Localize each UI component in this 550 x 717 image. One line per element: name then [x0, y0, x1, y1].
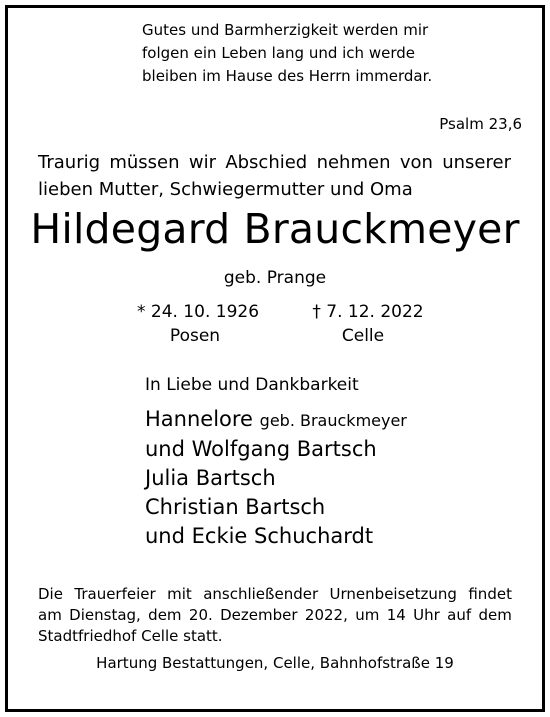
ceremony-word: Uhr — [413, 606, 440, 624]
ceremony-word: auf — [447, 606, 472, 624]
announcement-intro — [38, 149, 511, 203]
mourner-line — [145, 405, 407, 435]
ceremony-word: Dienstag, — [69, 606, 141, 624]
ceremony-word: 2022, — [304, 606, 348, 624]
ceremony-word: findet — [468, 585, 512, 603]
ceremony-word: dem — [148, 606, 182, 624]
intro-word: wir — [188, 152, 216, 173]
funeral-home: Hartung Bestattungen, Celle, Bahnhofstraße 19 — [96, 654, 454, 672]
ceremony-word: am — [38, 606, 62, 624]
intro-line-1 — [38, 149, 511, 176]
mourner-line: und Wolfgang Bartsch — [145, 437, 377, 461]
ceremony-line-2 — [38, 605, 512, 626]
mourner-maiden: geb. Brauckmeyer — [259, 411, 407, 430]
ceremony-line-1 — [38, 584, 512, 605]
ceremony-word: Urnenbeisetzung — [329, 585, 457, 603]
mourners-intro: In Liebe und Dankbarkeit — [145, 375, 359, 395]
birth-date: * 24. 10. 1926 — [136, 302, 260, 322]
intro-line-2: lieben Mutter, Schwiegermutter und Oma — [38, 179, 413, 200]
ceremony-word: um — [355, 606, 380, 624]
intro-word: unserer — [442, 152, 511, 173]
ceremony-line-3: Stadtfriedhof Celle statt. — [38, 627, 223, 645]
birth-place: Posen — [169, 326, 221, 346]
ceremony-word: 14 — [386, 606, 406, 624]
ceremony-word: Die — [38, 585, 63, 603]
mourners-list — [145, 405, 407, 551]
mourner-name: Hannelore — [145, 407, 253, 431]
death-place: Celle — [341, 326, 385, 346]
intro-word: Abschied — [225, 152, 308, 173]
verse-source: Psalm 23,6 — [439, 115, 522, 133]
intro-word: müssen — [109, 152, 180, 173]
mourner-line: Christian Bartsch — [145, 495, 326, 519]
ceremony-word: Trauerfeier — [74, 585, 156, 603]
ceremony-word: 20. — [188, 606, 213, 624]
maiden-name: geb. Prange — [223, 268, 327, 288]
verse-line: bleiben im Hause des Herrn immerdar. — [142, 67, 433, 85]
intro-word: von — [399, 152, 433, 173]
ceremony-word: Dezember — [220, 606, 298, 624]
ceremony-word: anschließender — [203, 585, 319, 603]
death-date: † 7. 12. 2022 — [312, 302, 424, 322]
verse-line: folgen ein Leben lang und ich werde — [142, 44, 415, 62]
intro-word: Traurig — [38, 152, 101, 173]
deceased-name: Hildegard Brauckmeyer — [30, 205, 520, 253]
ceremony-word: dem — [478, 606, 512, 624]
mourner-line: und Eckie Schuchardt — [145, 524, 374, 548]
verse-line: Gutes und Barmherzigkeit werden mir — [142, 21, 429, 39]
bible-verse — [142, 19, 432, 88]
mourner-line: Julia Bartsch — [145, 466, 276, 490]
intro-word: nehmen — [316, 152, 391, 173]
ceremony-info — [38, 584, 512, 647]
ceremony-word: mit — [167, 585, 192, 603]
